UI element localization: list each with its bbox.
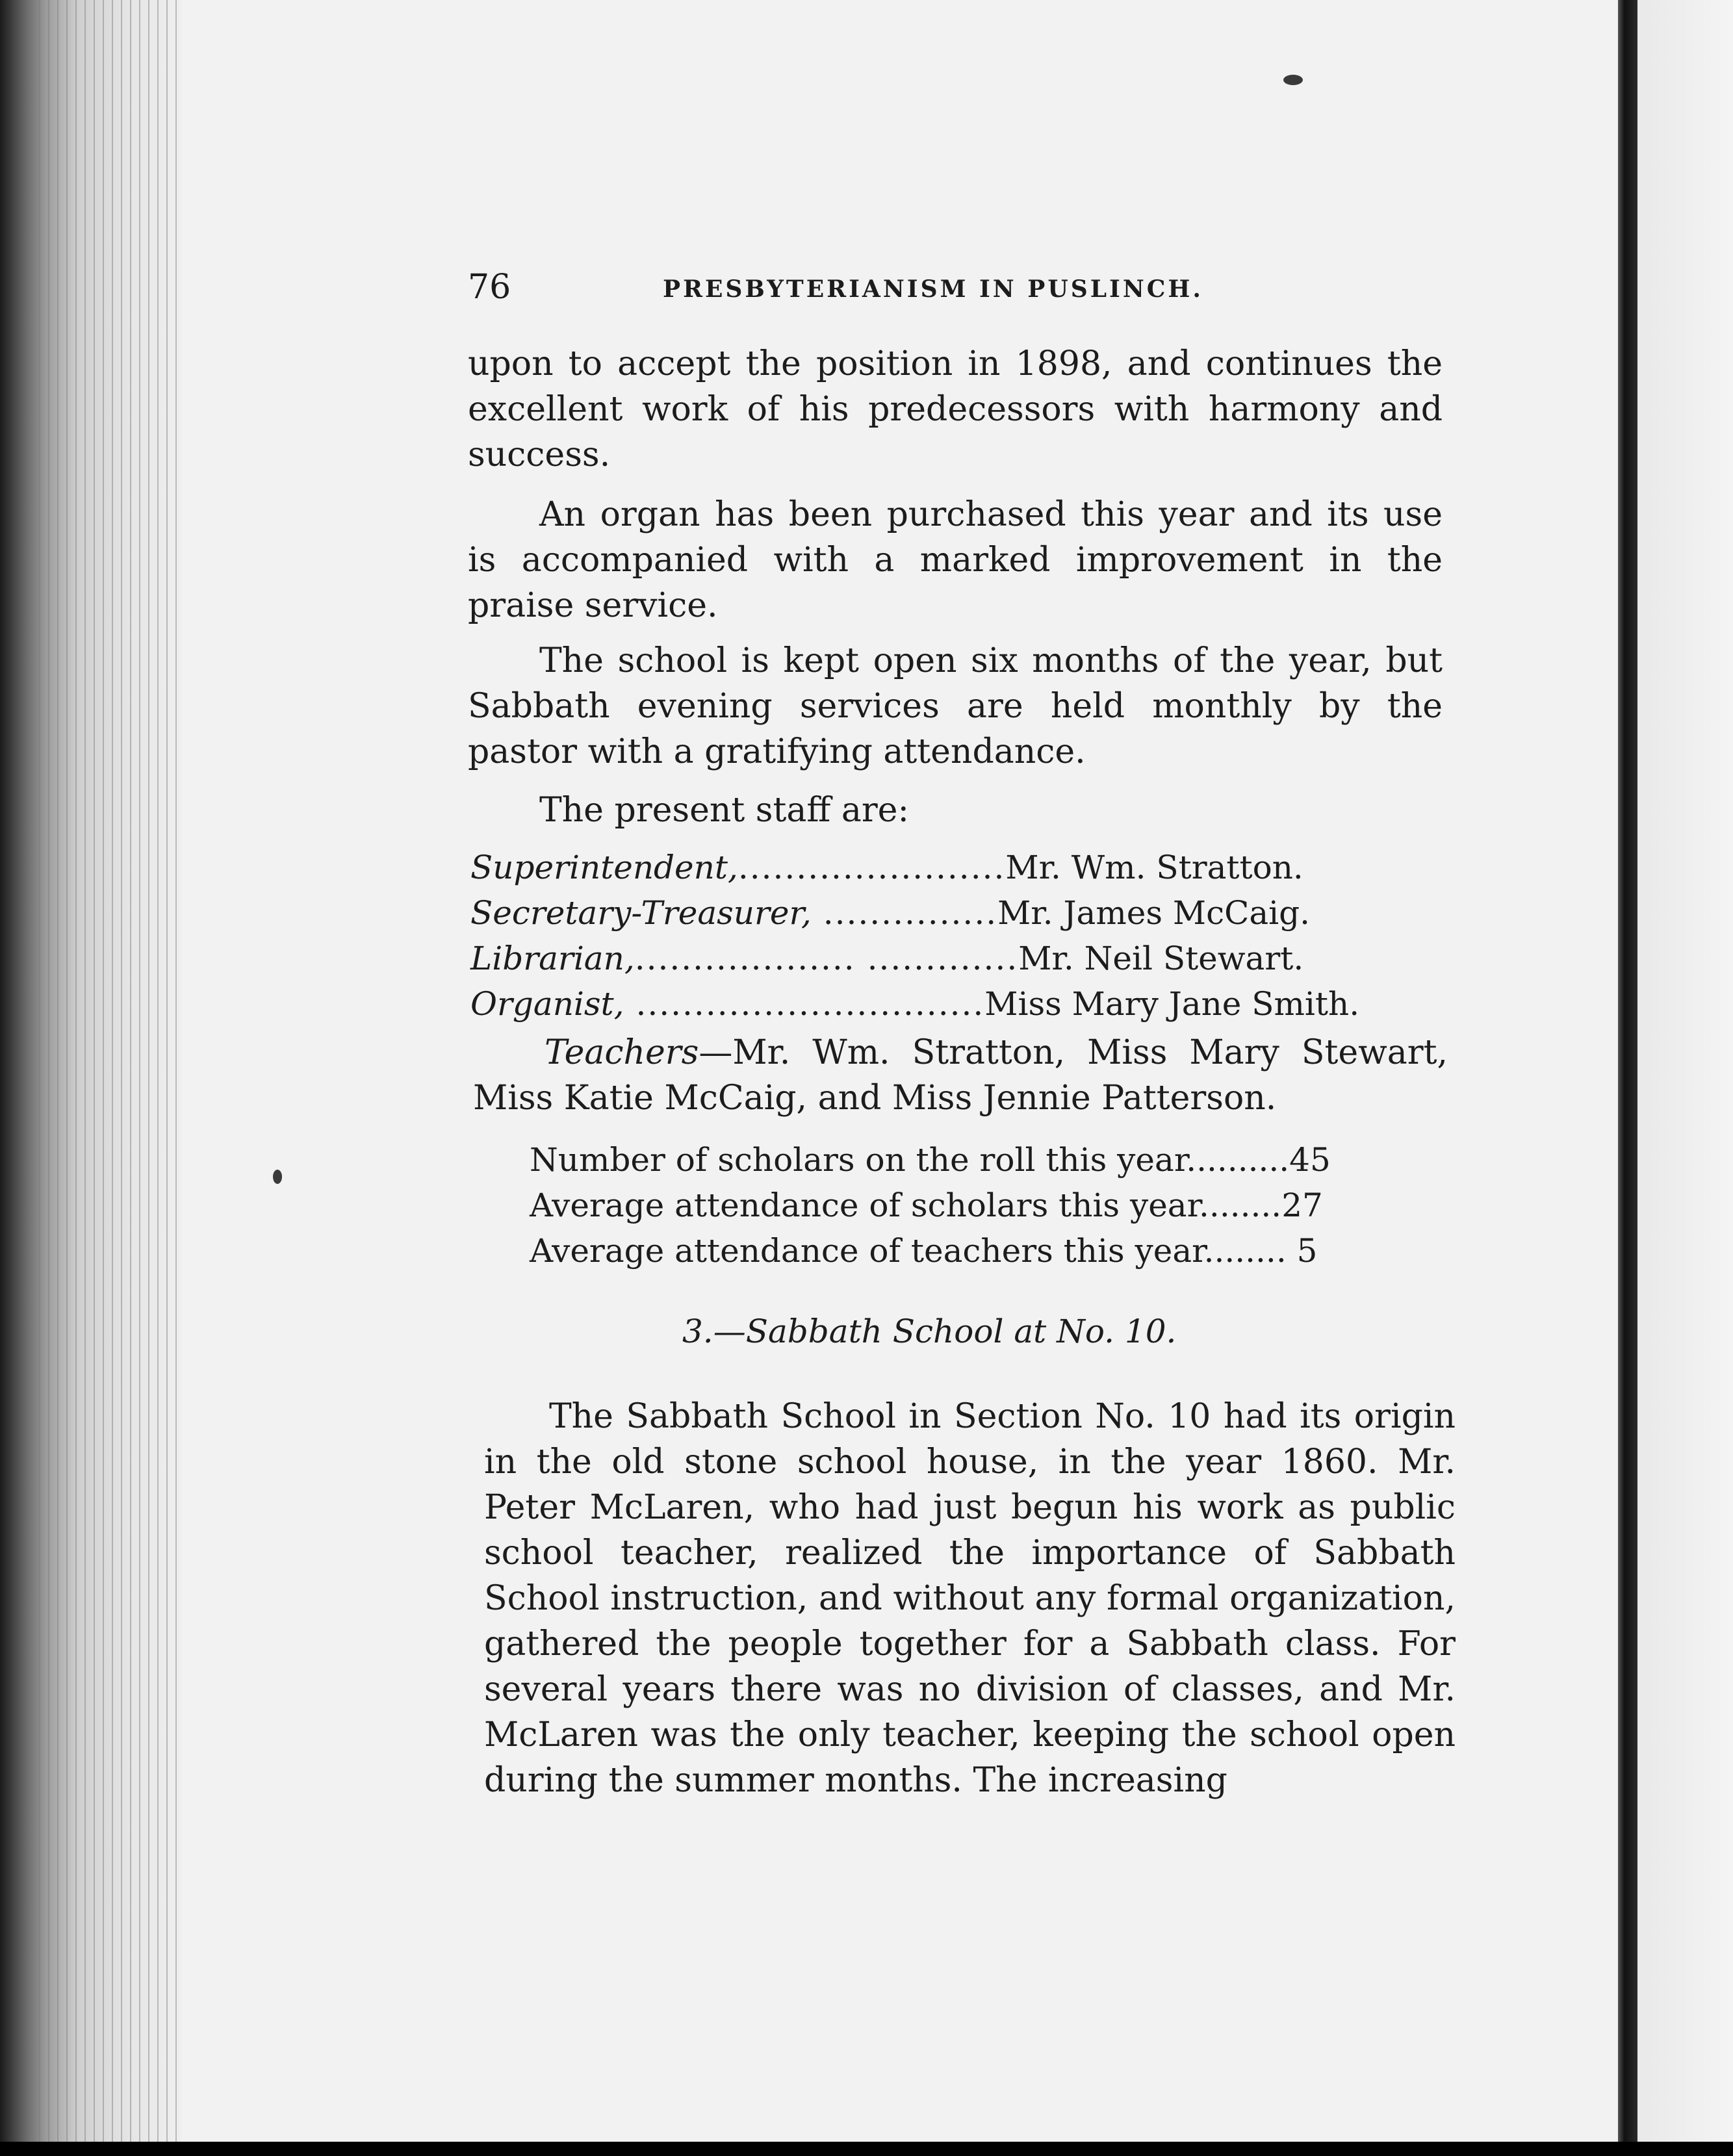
stat-value: 45 bbox=[1289, 1141, 1331, 1179]
section-heading: 3.—Sabbath School at No. 10. bbox=[682, 1313, 1177, 1350]
stat-label: Number of scholars on the roll this year bbox=[530, 1141, 1187, 1179]
stat-row bbox=[530, 1228, 1394, 1274]
page-stack-lines bbox=[39, 0, 182, 2144]
staff-role: Secretary-Treasurer, bbox=[470, 894, 812, 932]
book-binding-edge bbox=[1618, 0, 1637, 2144]
stat-value: 27 bbox=[1281, 1187, 1323, 1224]
staff-name: Mr. Neil Stewart. bbox=[1018, 940, 1304, 977]
leader-dots: ............... bbox=[811, 894, 998, 932]
leader-dots: .............................. bbox=[624, 985, 985, 1023]
staff-row bbox=[470, 981, 1380, 1027]
staff-name: Miss Mary Jane Smith. bbox=[984, 985, 1360, 1023]
staff-name: Mr. James McCaig. bbox=[997, 894, 1311, 932]
paragraph-1: upon to accept the position in 1898, and continues the excellent work of his predecessors with harmony and success. bbox=[468, 344, 1443, 474]
teachers-list: —Mr. Wm. Stratton, Miss Mary Stewart, Miss Katie McCaig, and Miss Jennie Patterson. bbox=[473, 1033, 1448, 1118]
leader-dots: ................... ............. bbox=[634, 940, 1019, 977]
stat-row bbox=[530, 1137, 1394, 1183]
staff-row bbox=[470, 936, 1380, 981]
leader-dots: ........ bbox=[1199, 1187, 1282, 1224]
staff-role: Superintendent, bbox=[470, 849, 738, 886]
staff-role: Organist, bbox=[470, 985, 624, 1023]
leader-dots: .......... bbox=[1186, 1141, 1290, 1179]
staff-row bbox=[470, 890, 1380, 936]
leader-dots: ....................... bbox=[738, 849, 1006, 886]
scan-bottom-border bbox=[0, 2142, 1733, 2156]
page-number: 76 bbox=[468, 268, 511, 307]
leader-dots: ........ bbox=[1203, 1232, 1287, 1270]
staff-intro: The present staff are: bbox=[539, 791, 909, 830]
staff-role: Librarian, bbox=[470, 940, 635, 977]
section-paragraph: The Sabbath School in Section No. 10 had its origin in the old stone school house, in the year 1860. Mr. Peter McLaren, who had just begun his work as public school teacher, realized the importance of Sabbath School instruction, and without any formal organization, gathered the people together for a Sabbath class. For several years there was no division of classes, and Mr. McLaren was the only teacher, keeping the school open during the summer months. The increasing bbox=[484, 1397, 1456, 1800]
facing-page-edge bbox=[1637, 0, 1733, 2144]
teachers-paragraph bbox=[473, 1030, 1448, 1121]
stat-row bbox=[530, 1183, 1394, 1228]
page-header bbox=[468, 268, 1248, 313]
scan-speck bbox=[273, 1170, 282, 1184]
paragraph-2: An organ has been purchased this year and its use is accompanied with a marked improvement in the praise service. bbox=[468, 495, 1443, 625]
stat-label: Average attendance of teachers this year bbox=[530, 1232, 1204, 1270]
stat-value: 5 bbox=[1296, 1232, 1318, 1270]
stat-label: Average attendance of scholars this year bbox=[530, 1187, 1200, 1224]
running-title: PRESBYTERIANISM IN PUSLINCH. bbox=[663, 276, 1203, 303]
teachers-label: Teachers bbox=[545, 1033, 699, 1072]
scan-speck bbox=[1283, 75, 1303, 85]
staff-row bbox=[470, 845, 1380, 890]
staff-name: Mr. Wm. Stratton. bbox=[1005, 849, 1303, 886]
paragraph-3: The school is kept open six months of the year, but Sabbath evening services are held monthly by the pastor with a gratifying attendance. bbox=[468, 641, 1443, 771]
